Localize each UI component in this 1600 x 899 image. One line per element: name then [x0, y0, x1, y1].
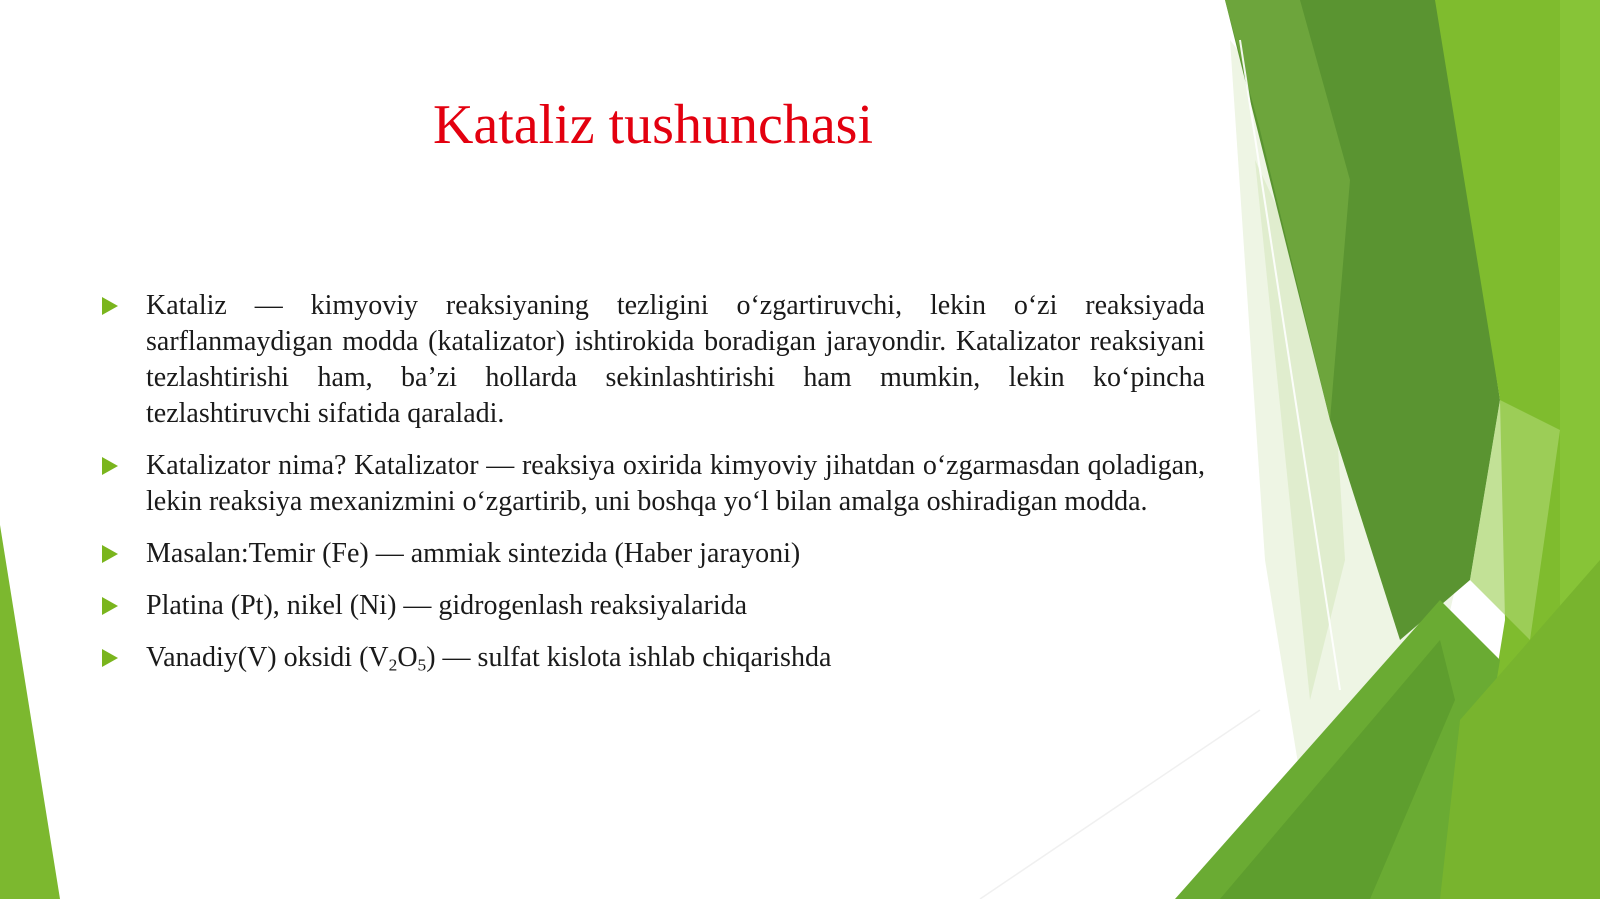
green-triangle-bullet-icon — [102, 545, 118, 563]
subscript-2: 2 — [388, 655, 398, 675]
bullet-item — [100, 288, 1205, 432]
subscript-5: 5 — [417, 655, 427, 675]
formula-middle: O — [397, 642, 418, 673]
green-triangle-bullet-icon — [102, 597, 118, 615]
bullet-item — [100, 588, 1205, 624]
bullet-text-formula — [146, 642, 831, 673]
bullet-text: Platina (Pt), nikel (Ni) — gidrogenlash reaksiyalarida — [146, 590, 748, 621]
bullet-text: Masalan:Temir (Fe) — ammiak sintezida (Haber jarayoni) — [146, 538, 801, 569]
bullet-item — [100, 448, 1205, 520]
slide-title: Kataliz tushunchasi — [432, 94, 874, 156]
left-green-shape — [0, 525, 60, 899]
green-triangle-bullet-icon — [102, 297, 118, 315]
bullet-item — [100, 640, 1205, 676]
bullet-text: Kataliz — kimyoviy reaksiyaning tezligini o‘zgartiruvchi, lekin o‘zi reaksiyada sarflanmaydigan modda (katalizator) ishtirokida boradigan jarayondir. Katalizator reaksiyani tezlashtirishi ham, ba’zi hollarda sekinlashtirishi ham mumkin, lekin ko‘pincha tezlashtiruvchi sifatida qaraladi. — [146, 290, 1205, 429]
bullet-list — [100, 288, 1205, 692]
bullet-item — [100, 536, 1205, 572]
green-triangle-bullet-icon — [102, 457, 118, 475]
bullet-text: Katalizator nima? Katalizator — reaksiya oxirida kimyoviy jihatdan o‘zgarmasdan qoladigan, lekin reaksiya mexanizmini o‘zgartirib, uni boshqa yo‘l bilan amalga oshiradigan modda. — [146, 450, 1205, 517]
formula-suffix: ) — sulfat kislota ishlab chiqarishda — [426, 642, 832, 673]
formula-prefix: Vanadiy(V) oksidi (V — [146, 642, 389, 673]
green-triangle-bullet-icon — [102, 649, 118, 667]
